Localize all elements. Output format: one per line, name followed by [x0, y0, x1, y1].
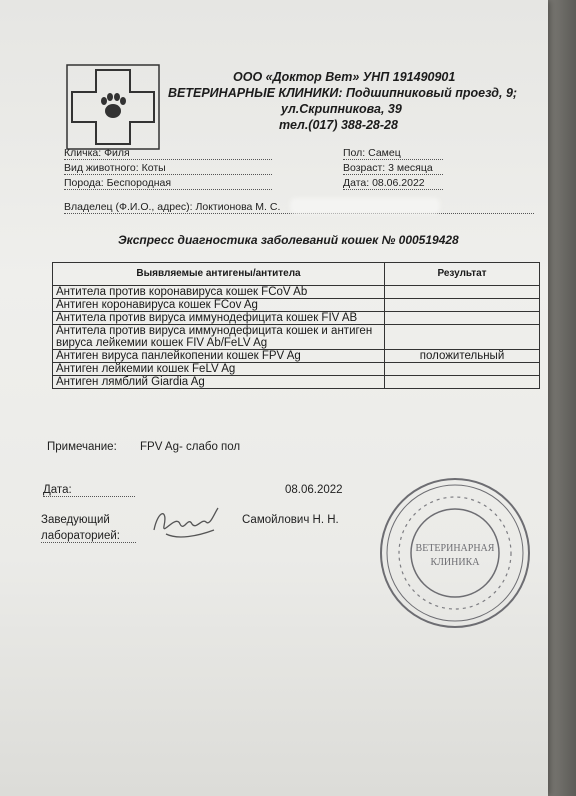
column-header-result: Результат: [385, 263, 540, 286]
clinic-logo: [66, 64, 160, 150]
result-cell: [385, 363, 540, 376]
result-cell: [385, 286, 540, 299]
footer-date-label: Дата:: [43, 484, 135, 497]
report-title: Экспресс диагностика заболеваний кошек № 000519428: [118, 233, 459, 247]
table-row: [53, 325, 540, 350]
clinic-phone: тел.(017) 388-28-28: [279, 118, 398, 132]
result-cell: [385, 299, 540, 312]
clinic-addresses: ВЕТЕРИНАРНЫЕ КЛИНИКИ: Подшипниковый проезд, 9;: [168, 86, 518, 100]
table-row: [53, 363, 540, 376]
clinic-address-2: ул.Скрипникова, 39: [281, 102, 402, 116]
handwritten-signature: [148, 500, 228, 551]
patient-breed: Порода: Беспородная: [64, 177, 272, 190]
antigen-cell: Антиген вируса панлейкопении кошек FPV Ag: [53, 350, 385, 363]
paw-icon: [101, 93, 126, 118]
table-row: [53, 286, 540, 299]
result-cell: положительный: [385, 350, 540, 363]
patient-name: Кличка: Филя: [64, 147, 272, 160]
results-table: [52, 262, 540, 389]
redacted-owner-area: [290, 198, 440, 214]
note-label: Примечание:: [47, 441, 117, 453]
table-row: [53, 376, 540, 389]
stamp-text-line2: КЛИНИКА: [430, 557, 480, 568]
table-row: [53, 312, 540, 325]
antigen-cell: Антитела против коронавируса кошек FCoV Ab: [53, 286, 385, 299]
owner-field: Владелец (Ф.И.О., адрес): Локтионова М. С.: [64, 201, 534, 214]
report-date: Дата: 08.06.2022: [343, 177, 443, 190]
antigen-cell: Антиген лейкемии кошек FeLV Ag: [53, 363, 385, 376]
footer-date-value: 08.06.2022: [285, 484, 343, 496]
result-cell: [385, 376, 540, 389]
clinic-stamp: [375, 473, 535, 638]
column-header-antigen: Выявляемые антигены/антитела: [53, 263, 385, 286]
antigen-cell: Антитела против вируса иммунодефицита кошек и антиген вируса лейкемии кошек FIV Ab/FeLV Ag: [53, 325, 385, 350]
result-cell: [385, 312, 540, 325]
antigen-cell: Антиген лямблий Giardia Ag: [53, 376, 385, 389]
stamp-text-line1: ВЕТЕРИНАРНАЯ: [415, 543, 495, 554]
patient-species: Вид животного: Коты: [64, 162, 272, 175]
head-label-line2: лабораторией:: [41, 530, 136, 543]
table-header-row: [53, 263, 540, 286]
head-label-line1: Заведующий: [41, 514, 110, 526]
patient-sex: Пол: Самец: [343, 147, 443, 160]
table-row: [53, 350, 540, 363]
table-row: [53, 299, 540, 312]
result-cell: [385, 325, 540, 350]
clinic-name: ООО «Доктор Вет» УНП 191490901: [233, 70, 456, 84]
antigen-cell: Антитела против вируса иммунодефицита кошек FIV AB: [53, 312, 385, 325]
note-text: FPV Ag- слабо пол: [140, 441, 241, 453]
antigen-cell: Антиген коронавируса кошек FCov Ag: [53, 299, 385, 312]
patient-age: Возраст: 3 месяца: [343, 162, 443, 175]
head-name: Самойлович Н. Н.: [242, 514, 339, 526]
